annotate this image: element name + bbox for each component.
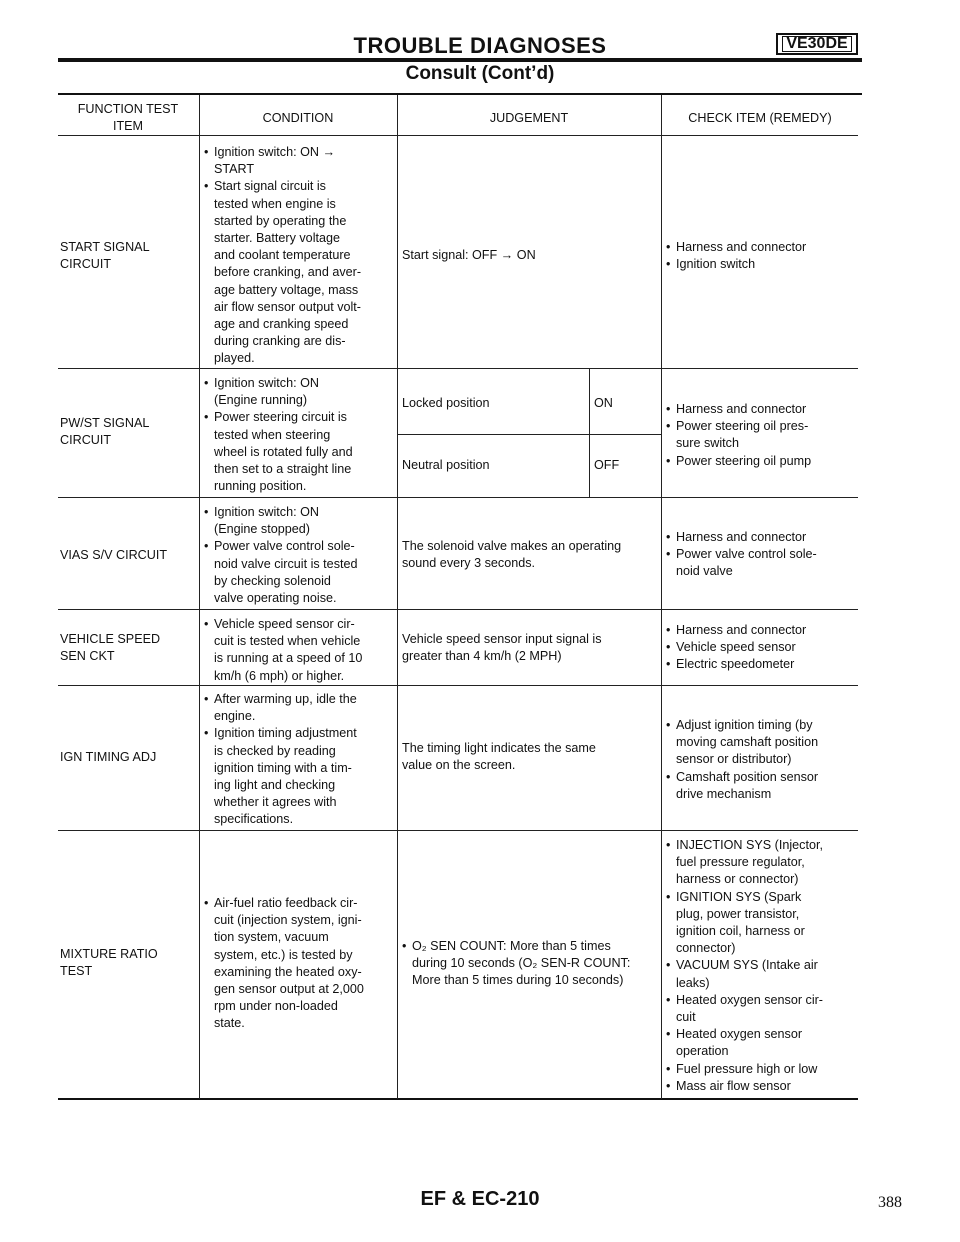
text-line: cuit (injection system, igni- (214, 913, 362, 928)
text-line: The timing light indicates the same (402, 741, 596, 755)
text-line: cuit (676, 1010, 696, 1025)
text-line: operation (676, 1044, 729, 1059)
pwst-locked-state: ON (594, 396, 613, 410)
text-line: engine. (214, 709, 256, 724)
row-vehicle-speed-condition (204, 616, 396, 685)
text-line: rpm under non-loaded (214, 999, 338, 1014)
bullet-line: • Ignition timing adjustment (204, 725, 396, 742)
text-line: km/h (6 mph) or higher. (214, 668, 345, 683)
text-line: connector) (676, 941, 736, 956)
text-line: SEN CKT (60, 649, 115, 664)
row-pwst-signal-item (60, 415, 198, 449)
bullet-line: • Power valve control sole- (204, 538, 396, 555)
row-start-signal-judgement (402, 247, 660, 264)
text-line: TEST (60, 964, 93, 979)
row-mixture-ratio-condition (204, 895, 396, 1033)
bullet-line: • Ignition switch: ON (204, 375, 396, 392)
text-line: whether it agrees with (214, 795, 337, 810)
bullet-line: • Mass air flow sensor (666, 1078, 858, 1095)
text-line: noid valve circuit is tested (214, 556, 358, 571)
bullet-line: • Power steering oil pump (666, 453, 858, 470)
text-line: greater than 4 km/h (2 MPH) (402, 649, 562, 664)
text-line: ITEM (112, 119, 144, 133)
text-line: START SIGNAL (60, 240, 150, 254)
bullet-line: • O₂ SEN COUNT: More than 5 times (402, 938, 660, 955)
row-divider (58, 685, 858, 686)
bullet-line: • Vehicle speed sensor (666, 639, 858, 656)
text-line: noid valve (676, 564, 733, 579)
header-check-item (662, 110, 858, 127)
row-divider (58, 497, 858, 498)
text-line: plug, power transistor, (676, 906, 800, 921)
text-line: state. (214, 1016, 245, 1031)
text-line: sure switch (676, 436, 739, 451)
row-start-signal-check (666, 239, 858, 273)
bullet-line: • Start signal circuit is (204, 178, 396, 195)
text-line: value on the screen. (402, 758, 516, 773)
row-pwst-signal-condition (204, 375, 396, 495)
text-line: during 10 seconds (O₂ SEN-R COUNT: (412, 956, 631, 971)
text-line: during cranking are dis- (214, 334, 346, 349)
text-line: tested when steering (214, 427, 331, 442)
row-divider (58, 609, 858, 610)
bullet-line: • Electric speedometer (666, 656, 858, 673)
row-start-signal-item (60, 239, 198, 273)
text-line: sensor or distributor) (676, 752, 792, 767)
row-ign-timing-condition (204, 691, 396, 829)
bullet-line: • Vehicle speed sensor cir- (204, 616, 396, 633)
pwst-subrow-divider (398, 434, 662, 435)
row-vias-judgement (402, 538, 660, 572)
row-vias-item (60, 547, 198, 564)
column-divider (199, 95, 200, 1099)
text-line: ignition timing with a tim- (214, 760, 352, 775)
row-start-signal-condition (204, 144, 396, 368)
bullet-line: • Adjust ignition timing (by (666, 717, 858, 734)
row-vias-condition (204, 504, 396, 607)
header-condition (200, 110, 396, 127)
text-line: tested when engine is (214, 196, 336, 211)
text-line: system, etc.) is tested by (214, 947, 353, 962)
engine-code-badge (776, 33, 858, 55)
bullet-line: • After warming up, idle the (204, 691, 396, 708)
page-title: TROUBLE DIAGNOSES (353, 33, 607, 58)
title-rule (58, 58, 862, 62)
bullet-line: • Heated oxygen sensor (666, 1026, 858, 1043)
text-line: VIAS S/V CIRCUIT (60, 548, 168, 562)
text-line: ing light and checking (214, 778, 336, 793)
bullet-line: • Harness and connector (666, 622, 858, 639)
bullet-line: • Harness and connector (666, 529, 858, 546)
row-vehicle-speed-judgement (402, 631, 660, 665)
bullet-line: • Air-fuel ratio feedback cir- (204, 895, 396, 912)
row-divider (58, 830, 858, 831)
bullet-line: • Power valve control sole- (666, 546, 858, 563)
bullet-line: • Fuel pressure high or low (666, 1061, 858, 1078)
bullet-line: • Ignition switch: ON → (204, 144, 396, 161)
text-line: FUNCTION TEST (77, 102, 179, 116)
text-line: ignition coil, harness or (676, 924, 805, 939)
text-line: (Engine running) (214, 393, 308, 408)
pwst-state-divider (589, 369, 590, 497)
text-line: drive mechanism (676, 786, 772, 801)
row-mixture-ratio-judgement (402, 938, 660, 990)
bullet-line: • Heated oxygen sensor cir- (666, 992, 858, 1009)
text-line: played. (214, 351, 255, 366)
text-line: examining the heated oxy- (214, 964, 362, 979)
column-divider (397, 95, 398, 1099)
text-line: MIXTURE RATIO (60, 947, 158, 961)
row-vehicle-speed-item (60, 631, 198, 665)
row-ign-timing-judgement (402, 740, 660, 774)
text-line: Start signal: OFF → ON (402, 248, 536, 262)
text-line: Vehicle speed sensor input signal is (402, 632, 602, 646)
text-line: and coolant temperature (214, 248, 351, 263)
text-line: fuel pressure regulator, (676, 855, 805, 870)
row-ign-timing-check (666, 717, 858, 803)
text-line: CHECK ITEM (REMEDY) (688, 111, 832, 125)
pwst-neutral-position: Neutral position (402, 458, 490, 472)
page-number: 388 (878, 1194, 902, 1211)
text-line: JUDGEMENT (489, 111, 569, 125)
bullet-line: • IGNITION SYS (Spark (666, 889, 858, 906)
table-bottom-rule (58, 1098, 858, 1100)
text-line: CONDITION (262, 111, 334, 125)
text-line: then set to a straight line (214, 462, 352, 477)
text-line: The solenoid valve makes an operating (402, 539, 622, 553)
row-ign-timing-item (60, 749, 198, 766)
text-line: leaks) (676, 975, 710, 990)
page-subtitle: Consult (Cont’d) (405, 63, 555, 84)
text-line: harness or connector) (676, 872, 799, 887)
bullet-line: • Harness and connector (666, 401, 858, 418)
bullet-line: • Harness and connector (666, 239, 858, 256)
header-judgement (398, 110, 660, 127)
text-line: gen sensor output at 2,000 (214, 982, 364, 997)
text-line: PW/ST SIGNAL (60, 416, 150, 430)
text-line: by checking solenoid (214, 573, 331, 588)
text-line: tion system, vacuum (214, 930, 329, 945)
pwst-neutral-state: OFF (594, 458, 620, 472)
text-line: moving camshaft position (676, 735, 819, 750)
text-line: wheel is rotated fully and (214, 444, 353, 459)
row-mixture-ratio-item (60, 946, 198, 980)
text-line: valve operating noise. (214, 591, 337, 606)
text-line: cuit is tested when vehicle (214, 634, 361, 649)
text-line: age battery voltage, mass (214, 282, 359, 297)
table-top-rule (58, 93, 862, 95)
section-page-label: EF & EC-210 (420, 1188, 540, 1210)
text-line: START (214, 162, 255, 177)
bullet-line: • Power steering circuit is (204, 409, 396, 426)
bullet-line: • INJECTION SYS (Injector, (666, 837, 858, 854)
text-line: starter. Battery voltage (214, 231, 340, 246)
text-line: started by operating the (214, 213, 347, 228)
row-divider (58, 368, 858, 369)
bullet-line: • Camshaft position sensor (666, 769, 858, 786)
text-line: CIRCUIT (60, 257, 112, 272)
text-line: before cranking, and aver- (214, 265, 362, 280)
header-function-test-item (58, 101, 198, 135)
text-line: running position. (214, 479, 307, 494)
pwst-locked-position: Locked position (402, 396, 490, 410)
text-line: is checked by reading (214, 743, 336, 758)
text-line: sound every 3 seconds. (402, 556, 536, 571)
column-divider (661, 95, 662, 1099)
row-vias-check (666, 529, 858, 581)
bullet-line: • Power steering oil pres- (666, 418, 858, 435)
header-divider (58, 135, 858, 136)
bullet-line: • Ignition switch: ON (204, 504, 396, 521)
text-line: specifications. (214, 812, 294, 827)
bullet-line: • Ignition switch (666, 256, 858, 273)
row-mixture-ratio-check (666, 837, 858, 1095)
text-line: age and cranking speed (214, 317, 349, 332)
text-line: VEHICLE SPEED (60, 632, 161, 646)
text-line: is running at a speed of 10 (214, 651, 363, 666)
text-line: air flow sensor output volt- (214, 299, 361, 314)
text-line: More than 5 times during 10 seconds) (412, 973, 624, 988)
text-line: CIRCUIT (60, 433, 112, 448)
engine-code-label: VE30DE (782, 36, 851, 52)
row-pwst-signal-check (666, 401, 858, 470)
bullet-line: • VACUUM SYS (Intake air (666, 957, 858, 974)
text-line: (Engine stopped) (214, 522, 310, 537)
row-vehicle-speed-check (666, 622, 858, 674)
text-line: IGN TIMING ADJ (60, 750, 157, 764)
